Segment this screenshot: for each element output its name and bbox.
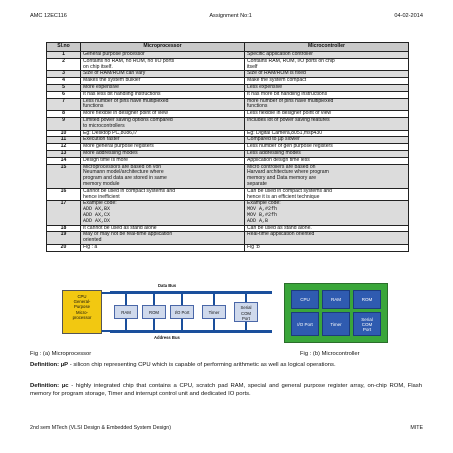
cell-line: Application design time less: [247, 156, 310, 163]
caption-microcontroller: Fig : (b) Microcontroller: [300, 351, 360, 357]
serial-label-line: COM: [240, 310, 252, 316]
cell-line: Eg: Desktop PC,8086,i7: [83, 129, 138, 136]
cell-line: Contains RAM, ROM, I/O ports on chip: [247, 57, 335, 64]
row-number: 16: [47, 188, 81, 201]
row-number: 14: [47, 157, 81, 164]
address-bus-line: [110, 330, 272, 333]
row-number: 11: [47, 137, 81, 144]
serial-label-line: Serial: [240, 305, 252, 310]
microcontroller-cell: [245, 188, 409, 201]
cell-line: More flexible in designer point of view: [83, 110, 168, 117]
cell-line: Make the system compact: [247, 77, 307, 84]
cell-line: Size of RAM/ROM can vary: [83, 70, 146, 77]
cell-line: Contains no RAM, no ROM, no I/O ports: [83, 57, 175, 64]
mp-block-3: Timer: [202, 305, 226, 319]
cell-line: itself: [247, 63, 258, 70]
cpu-label-line: Purpose: [73, 304, 90, 310]
cell-line: More addressing modes: [83, 149, 138, 156]
cell-line: Less number of pins have multiplexed: [83, 97, 169, 104]
col-header-microprocessor: Microprocessor: [81, 43, 245, 52]
col-header-microcontroller: Microcontroller: [245, 43, 409, 52]
microprocessor-cell: [81, 188, 245, 201]
cell-line: Less addressing modes: [247, 149, 301, 156]
row-number: 5: [47, 84, 81, 91]
definition-term: Definition: µc: [30, 383, 69, 389]
caption-microprocessor: Fig : (a) Microprocessor: [30, 351, 92, 357]
cell-line: program and data are stored in same: [83, 175, 167, 182]
cell-line: to microcontrollers: [83, 122, 125, 129]
serial-label-line: Port: [242, 316, 250, 321]
row-number: 18: [47, 225, 81, 232]
data-bus-line: [110, 291, 272, 294]
mc-block-top-2: [353, 290, 381, 309]
page-footer: [30, 425, 423, 431]
col-header-slno: Sl.no: [47, 43, 81, 52]
cell-line: It has less bit handling instructions: [83, 90, 161, 97]
microcontroller-cell: [245, 232, 409, 245]
table-row: [47, 188, 409, 201]
cell-line: Micro controllers are based on: [247, 163, 316, 170]
bus-connector: [245, 294, 247, 302]
cell-line: Design time is more: [83, 156, 129, 163]
table-row: [47, 232, 409, 245]
cell-line: functions: [247, 103, 268, 110]
bus-connector: [153, 319, 155, 330]
row-number: 12: [47, 144, 81, 151]
data-bus-label: Data Bus: [158, 283, 177, 288]
cell-line: Size of RAM/ROM is fixed: [247, 70, 306, 77]
mc-block-label: RAM: [331, 297, 341, 302]
cpu-label-line: processor: [72, 314, 92, 320]
cell-line: Neumann model/architecture where: [83, 169, 164, 176]
definition-term: Definition: µP: [30, 362, 69, 368]
mp-block-0: RAM: [114, 305, 138, 319]
row-number: 19: [47, 232, 81, 245]
mc-block-label: Timer: [330, 321, 342, 327]
cpu-address-link: [102, 330, 111, 332]
mp-serial-port-block: [234, 302, 258, 322]
cell-line: Less expensive: [247, 83, 283, 90]
cell-line: memory module: [83, 180, 120, 187]
table-row: [47, 164, 409, 188]
microprocessor-cell: [81, 98, 245, 111]
cell-line: Execution faster: [83, 136, 120, 143]
bus-connector: [213, 319, 215, 330]
comparison-table: [46, 42, 409, 252]
cell-line: Example code:: [83, 200, 117, 207]
mc-block-bottom-0: [291, 312, 319, 336]
figure-microcontroller: [284, 283, 388, 343]
bus-connector: [245, 322, 247, 330]
serial-label-line: Port: [362, 326, 372, 332]
microcontroller-cell: [245, 164, 409, 188]
code-line: MOV B,#2fh: [247, 211, 278, 218]
cell-line: Real-time application oriented: [247, 231, 315, 238]
cell-line: Makes the system bulkier: [83, 77, 141, 84]
definition-microprocessor: [30, 361, 422, 369]
row-number: 9: [47, 117, 81, 130]
row-number: 10: [47, 130, 81, 137]
microprocessor-cell: [81, 244, 245, 251]
row-number: 15: [47, 164, 81, 188]
cell-line: General purpose processor: [83, 51, 145, 57]
table-row: [47, 117, 409, 130]
row-number: 2: [47, 58, 81, 71]
cell-line: Less flexible in designer point of view: [247, 110, 332, 117]
row-number: 8: [47, 111, 81, 118]
cell-line: It has more bit handling instructions: [247, 90, 328, 97]
microcontroller-cell: [245, 244, 409, 251]
cell-line: functions: [83, 103, 104, 110]
bus-connector: [181, 294, 183, 305]
cell-line: on chip itself.: [83, 63, 113, 70]
microcontroller-cell: [245, 58, 409, 71]
bus-connector: [125, 294, 127, 305]
cell-line: more number of pins have multiplexed: [247, 97, 334, 104]
cpu-data-link: [102, 292, 111, 294]
code-line: ADD AX,DX: [83, 217, 111, 224]
microprocessor-cell: [81, 232, 245, 245]
cell-line: Microprocessors are based on von: [83, 163, 162, 170]
course-code: AMC 12EC116: [30, 13, 67, 19]
row-number: 1: [47, 52, 81, 59]
cell-line: Specific application controller: [247, 51, 313, 57]
cell-line: hence inefficient: [83, 193, 120, 200]
footer-course: 2nd sem MTech (VLSI Design & Embedded System Design): [30, 425, 172, 431]
serial-label-line: Serial: [361, 316, 373, 322]
code-line: ADD AX,BX: [83, 206, 111, 213]
cell-line: Harvard architecture where program: [247, 169, 329, 176]
cell-line: Can be used in compact systems and: [247, 187, 332, 194]
figure-microprocessor: [62, 283, 274, 343]
mc-block-top-1: [322, 290, 350, 309]
cpu-label-line: CPU: [77, 294, 87, 299]
cell-line: More expensive: [83, 83, 119, 90]
cell-line: Limited power saving options compared: [83, 116, 173, 123]
cell-line: Compared to µp slower: [247, 136, 300, 143]
microprocessor-cell: [81, 58, 245, 71]
mc-block-bottom-1: [322, 312, 350, 336]
table-row: [47, 58, 409, 71]
bus-connector: [181, 319, 183, 330]
microprocessor-cell: [81, 117, 245, 130]
cell-line: Can be used as stand alone.: [247, 224, 312, 231]
cell-line: Example code:: [247, 200, 281, 207]
mc-block-label: ROM: [361, 297, 373, 302]
code-line: ADD AX,CX: [83, 211, 111, 218]
microcontroller-cell: [245, 98, 409, 111]
row-number: 13: [47, 150, 81, 157]
serial-label-line: COM: [361, 321, 373, 327]
cell-line: hence it is an efficient technique: [247, 193, 320, 200]
address-bus-label: Address Bus: [154, 335, 180, 340]
definition-text: - silicon chip representing CPU which is capable of performing arithmetic as well as logical operations.: [68, 362, 336, 368]
cell-line: Eg: Digital Camera,8051,msp430: [247, 129, 323, 136]
cell-line: Includes lot of power saving features: [247, 116, 330, 123]
definition-microcontroller: [30, 382, 422, 399]
cell-line: Cannot be used in compact systems and: [83, 187, 176, 194]
row-number: 17: [47, 201, 81, 225]
row-number: 7: [47, 98, 81, 111]
bus-connector: [213, 294, 215, 305]
cpu-label-line: General-: [73, 299, 91, 305]
cell-line: More general purpose registers: [83, 143, 154, 150]
row-number: 6: [47, 91, 81, 98]
bus-connector: [153, 294, 155, 305]
mc-block-label: CPU: [300, 297, 310, 302]
microprocessor-cell: [81, 201, 245, 225]
cell-line: May or may not be real-time application: [83, 231, 173, 238]
microcontroller-cell: [245, 201, 409, 225]
page-header: [30, 13, 423, 19]
row-number: 20: [47, 244, 81, 251]
assignment-title: Assignment No:1: [209, 13, 252, 19]
mp-block-1: ROM: [142, 305, 166, 319]
table-row: [47, 98, 409, 111]
code-line: MOV A,#2fh: [247, 206, 278, 213]
bus-connector: [125, 319, 127, 330]
definition-text: - highly integrated chip that contains a CPU, scratch pad RAM, special and general purpose register array, on-chip ROM, Flash memory for program storage, Timer and interrupt control unit and dedicated IO ports.: [30, 383, 422, 398]
cpu-block: [62, 290, 102, 334]
row-number: 4: [47, 78, 81, 85]
footer-institute: MITE: [410, 425, 423, 431]
table-row: [47, 244, 409, 251]
cell-line: separate: [247, 180, 267, 187]
cell-line: Fig :b: [247, 243, 260, 250]
mp-block-2: I/O Port: [170, 305, 194, 319]
cell-line: memory and Data memory are: [247, 175, 317, 182]
cell-line: Less number of gen purpose registers: [247, 143, 333, 150]
cpu-label-line: Micro-: [76, 309, 88, 315]
code-line: ADD A,B: [247, 217, 269, 224]
mc-block-top-0: [291, 290, 319, 309]
mc-serial-port-block: [353, 312, 381, 336]
microcontroller-cell: [245, 117, 409, 130]
cell-line: Fig : a: [83, 243, 98, 250]
mc-block-label: I/O Port: [297, 321, 313, 327]
microprocessor-cell: [81, 164, 245, 188]
cell-line: It cannot be used as stand alone: [83, 224, 157, 231]
table-row: [47, 201, 409, 225]
row-number: 3: [47, 71, 81, 78]
header-date: 04-02-2014: [394, 13, 423, 19]
cell-line: oriented: [83, 237, 102, 244]
